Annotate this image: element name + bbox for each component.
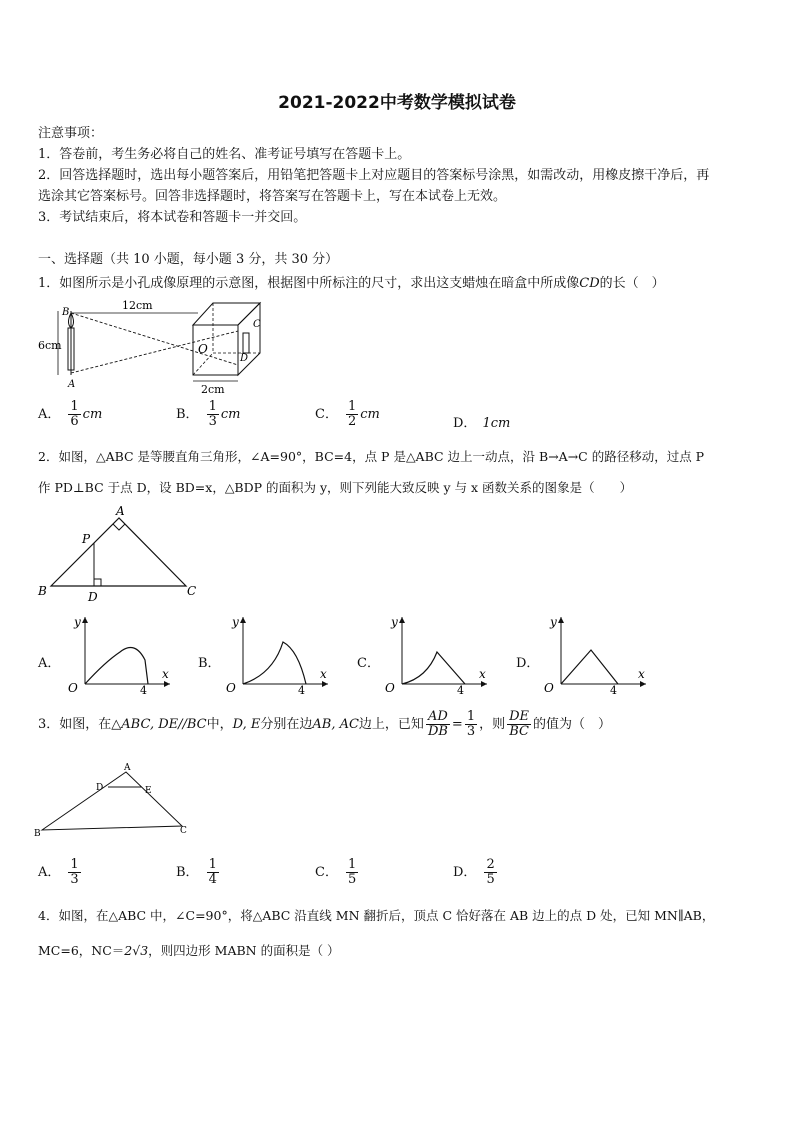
unit: cm [360, 407, 380, 422]
frac-den: 5 [486, 872, 495, 887]
axis-origin-label: O [544, 681, 554, 694]
unit: cm [220, 407, 241, 422]
axis-x-label: x [479, 667, 486, 681]
q2-option-d-label[interactable]: D． [516, 656, 540, 671]
axis-y-label: y [550, 615, 557, 629]
frac-num: 1 [466, 709, 476, 724]
notice-item: 2．回答选择题时，选出每小题答案后，用铅笔把答题卡上对应题目的答案标号涂黑，如需改动，用橡皮擦干净后，再 [38, 168, 710, 183]
axis-y-label: y [74, 615, 81, 629]
q3-math: D, E [232, 717, 261, 732]
axis-tick-label: 4 [610, 684, 617, 694]
q4-text-part: ，则四边形 MABN 的面积是（ ） [148, 943, 340, 958]
q1-label-a: A [68, 379, 76, 390]
q3-math: △ABC, DE//BC [111, 717, 207, 732]
q2-option-d-graph [536, 612, 651, 694]
q2-triangle-figure [36, 503, 206, 603]
q2-option-c-graph [377, 612, 492, 694]
notice-item: 选涂其它答案标号。回答非选择题时，将答案写在答题卡上，写在本试卷上无效。 [38, 189, 507, 204]
q1-label-b: B [62, 307, 70, 318]
axis-origin-label: O [385, 681, 395, 694]
frac-den: 3 [208, 414, 217, 429]
frac-den: 4 [208, 872, 217, 887]
unit: cm [82, 407, 103, 422]
q2-label-p: P [82, 532, 91, 546]
frac-num: 1 [70, 399, 79, 414]
equals-sign: = [451, 717, 463, 732]
q1-label-12cm: 12cm [122, 299, 153, 312]
frac-num: 1 [70, 857, 79, 872]
option-label: A． [38, 407, 61, 422]
question-3-text [38, 710, 611, 739]
frac-num: 2 [486, 857, 495, 872]
q3-text-part: 3．如图，在 [38, 717, 112, 732]
axis-origin-label: O [226, 681, 236, 694]
q1-label-6cm: 6cm [38, 339, 62, 352]
frac-den: 2 [347, 414, 357, 429]
q1-var: CD [579, 276, 600, 291]
frac-num: 1 [347, 857, 357, 872]
axis-tick-label: 4 [457, 684, 464, 694]
q2-label-d: D [88, 590, 98, 603]
frac-num: 1 [347, 399, 357, 414]
q1-text-part: 1．如图所示是小孔成像原理的示意图，根据图中所标注的尺寸，求出这支蜡烛在暗盒中所成像 [38, 276, 580, 291]
q3-label-e: E [145, 786, 152, 796]
option-label: D． [453, 416, 477, 431]
axis-tick-label: 4 [140, 684, 147, 694]
frac-den: DB [427, 724, 448, 739]
q3-option-a[interactable] [38, 858, 83, 887]
option-label: C． [315, 407, 338, 422]
q3-option-b[interactable] [176, 858, 221, 887]
section-heading: 一、选择题（共 10 小题，每小题 3 分，共 30 分） [38, 252, 339, 267]
q3-label-d: D [96, 783, 104, 793]
q3-triangle-figure [34, 760, 204, 840]
axis-x-label: x [162, 667, 169, 681]
question-4-line-2 [38, 941, 340, 959]
frac-den: BC [509, 724, 529, 739]
q1-text-part: 的长（ ） [599, 276, 665, 291]
q3-label-a: A [124, 763, 131, 773]
q2-option-b-label[interactable]: B． [198, 656, 221, 671]
q1-option-d[interactable] [453, 412, 510, 431]
q2-label-b: B [38, 584, 47, 598]
frac-den: 5 [347, 872, 357, 887]
question-2-line-2: 作 PD⊥BC 于点 D，设 BD=x，△BDP 的面积为 y，则下列能大致反映 y 与 x 函数关系的图象是（ ） [38, 480, 633, 495]
q1-option-a[interactable] [38, 400, 102, 429]
question-1-text [38, 272, 665, 291]
axis-origin-label: O [68, 681, 78, 694]
q1-label-d: D [240, 353, 249, 364]
question-4-line-1: 4．如图，在△ABC 中，∠C=90°，将△ABC 沿直线 MN 翻折后，顶点 C 恰好落在 AB 边上的点 D 处，已知 MN∥AB， [38, 908, 715, 923]
q3-label-b: B [34, 829, 41, 839]
q3-option-c[interactable] [315, 858, 360, 887]
notice-item: 1．答卷前，考生务必将自己的姓名、准考证号填写在答题卡上。 [38, 147, 411, 162]
q4-math: 2√3 [124, 943, 149, 958]
axis-tick-label: 4 [298, 684, 305, 694]
q3-math: AB, AC [312, 717, 359, 732]
q2-label-c: C [187, 584, 197, 598]
q1-label-c: C [253, 319, 261, 330]
option-label: B． [176, 407, 199, 422]
q1-label-2cm: 2cm [201, 383, 225, 395]
q3-option-d[interactable] [453, 858, 499, 887]
q3-text-part: 的值为（ ） [533, 717, 612, 732]
q3-text-part: 中， [206, 717, 233, 732]
axis-x-label: x [638, 667, 645, 681]
q1-label-o: O [198, 342, 208, 356]
q2-option-a-graph [60, 612, 175, 694]
q1-option-c[interactable] [315, 400, 380, 429]
q1-pinhole-figure [38, 295, 268, 395]
q3-text-part: 边上，已知 [358, 717, 424, 732]
q3-text-part: 分别在边 [260, 717, 313, 732]
notice-heading: 注意事项： [38, 126, 104, 141]
option-value: 1cm [482, 416, 511, 431]
q1-option-b[interactable] [176, 400, 240, 429]
option-label: D． [453, 865, 477, 880]
option-label: C． [315, 865, 338, 880]
q2-option-c-label[interactable]: C． [357, 656, 380, 671]
q2-option-a-label[interactable]: A． [38, 656, 61, 671]
notice-item: 3．考试结束后，将本试卷和答题卡一并交回。 [38, 210, 307, 225]
frac-num: 1 [208, 399, 217, 414]
frac-num: AD [428, 709, 448, 724]
option-label: B． [176, 865, 199, 880]
frac-den: 3 [70, 872, 79, 887]
question-2-line-1: 2．如图，△ABC 是等腰直角三角形，∠A=90°，BC=4，点 P 是△ABC 边上一动点，沿 B→A→C 的路径移动，过点 P [38, 449, 705, 464]
axis-y-label: y [232, 615, 239, 629]
q2-option-b-graph [218, 612, 333, 694]
q2-label-a: A [116, 504, 125, 518]
frac-num: 1 [208, 857, 217, 872]
frac-num: DE [509, 709, 530, 724]
frac-den: 6 [70, 414, 79, 429]
option-label: A． [38, 865, 61, 880]
axis-x-label: x [320, 667, 327, 681]
q3-text-part: ，则 [479, 717, 506, 732]
q4-text-part: MC=6，NC＝ [38, 943, 125, 958]
frac-den: 3 [466, 724, 476, 739]
axis-y-label: y [391, 615, 398, 629]
page-title: 2021-2022中考数学模拟试卷 [278, 93, 516, 113]
q3-label-c: C [180, 826, 187, 836]
